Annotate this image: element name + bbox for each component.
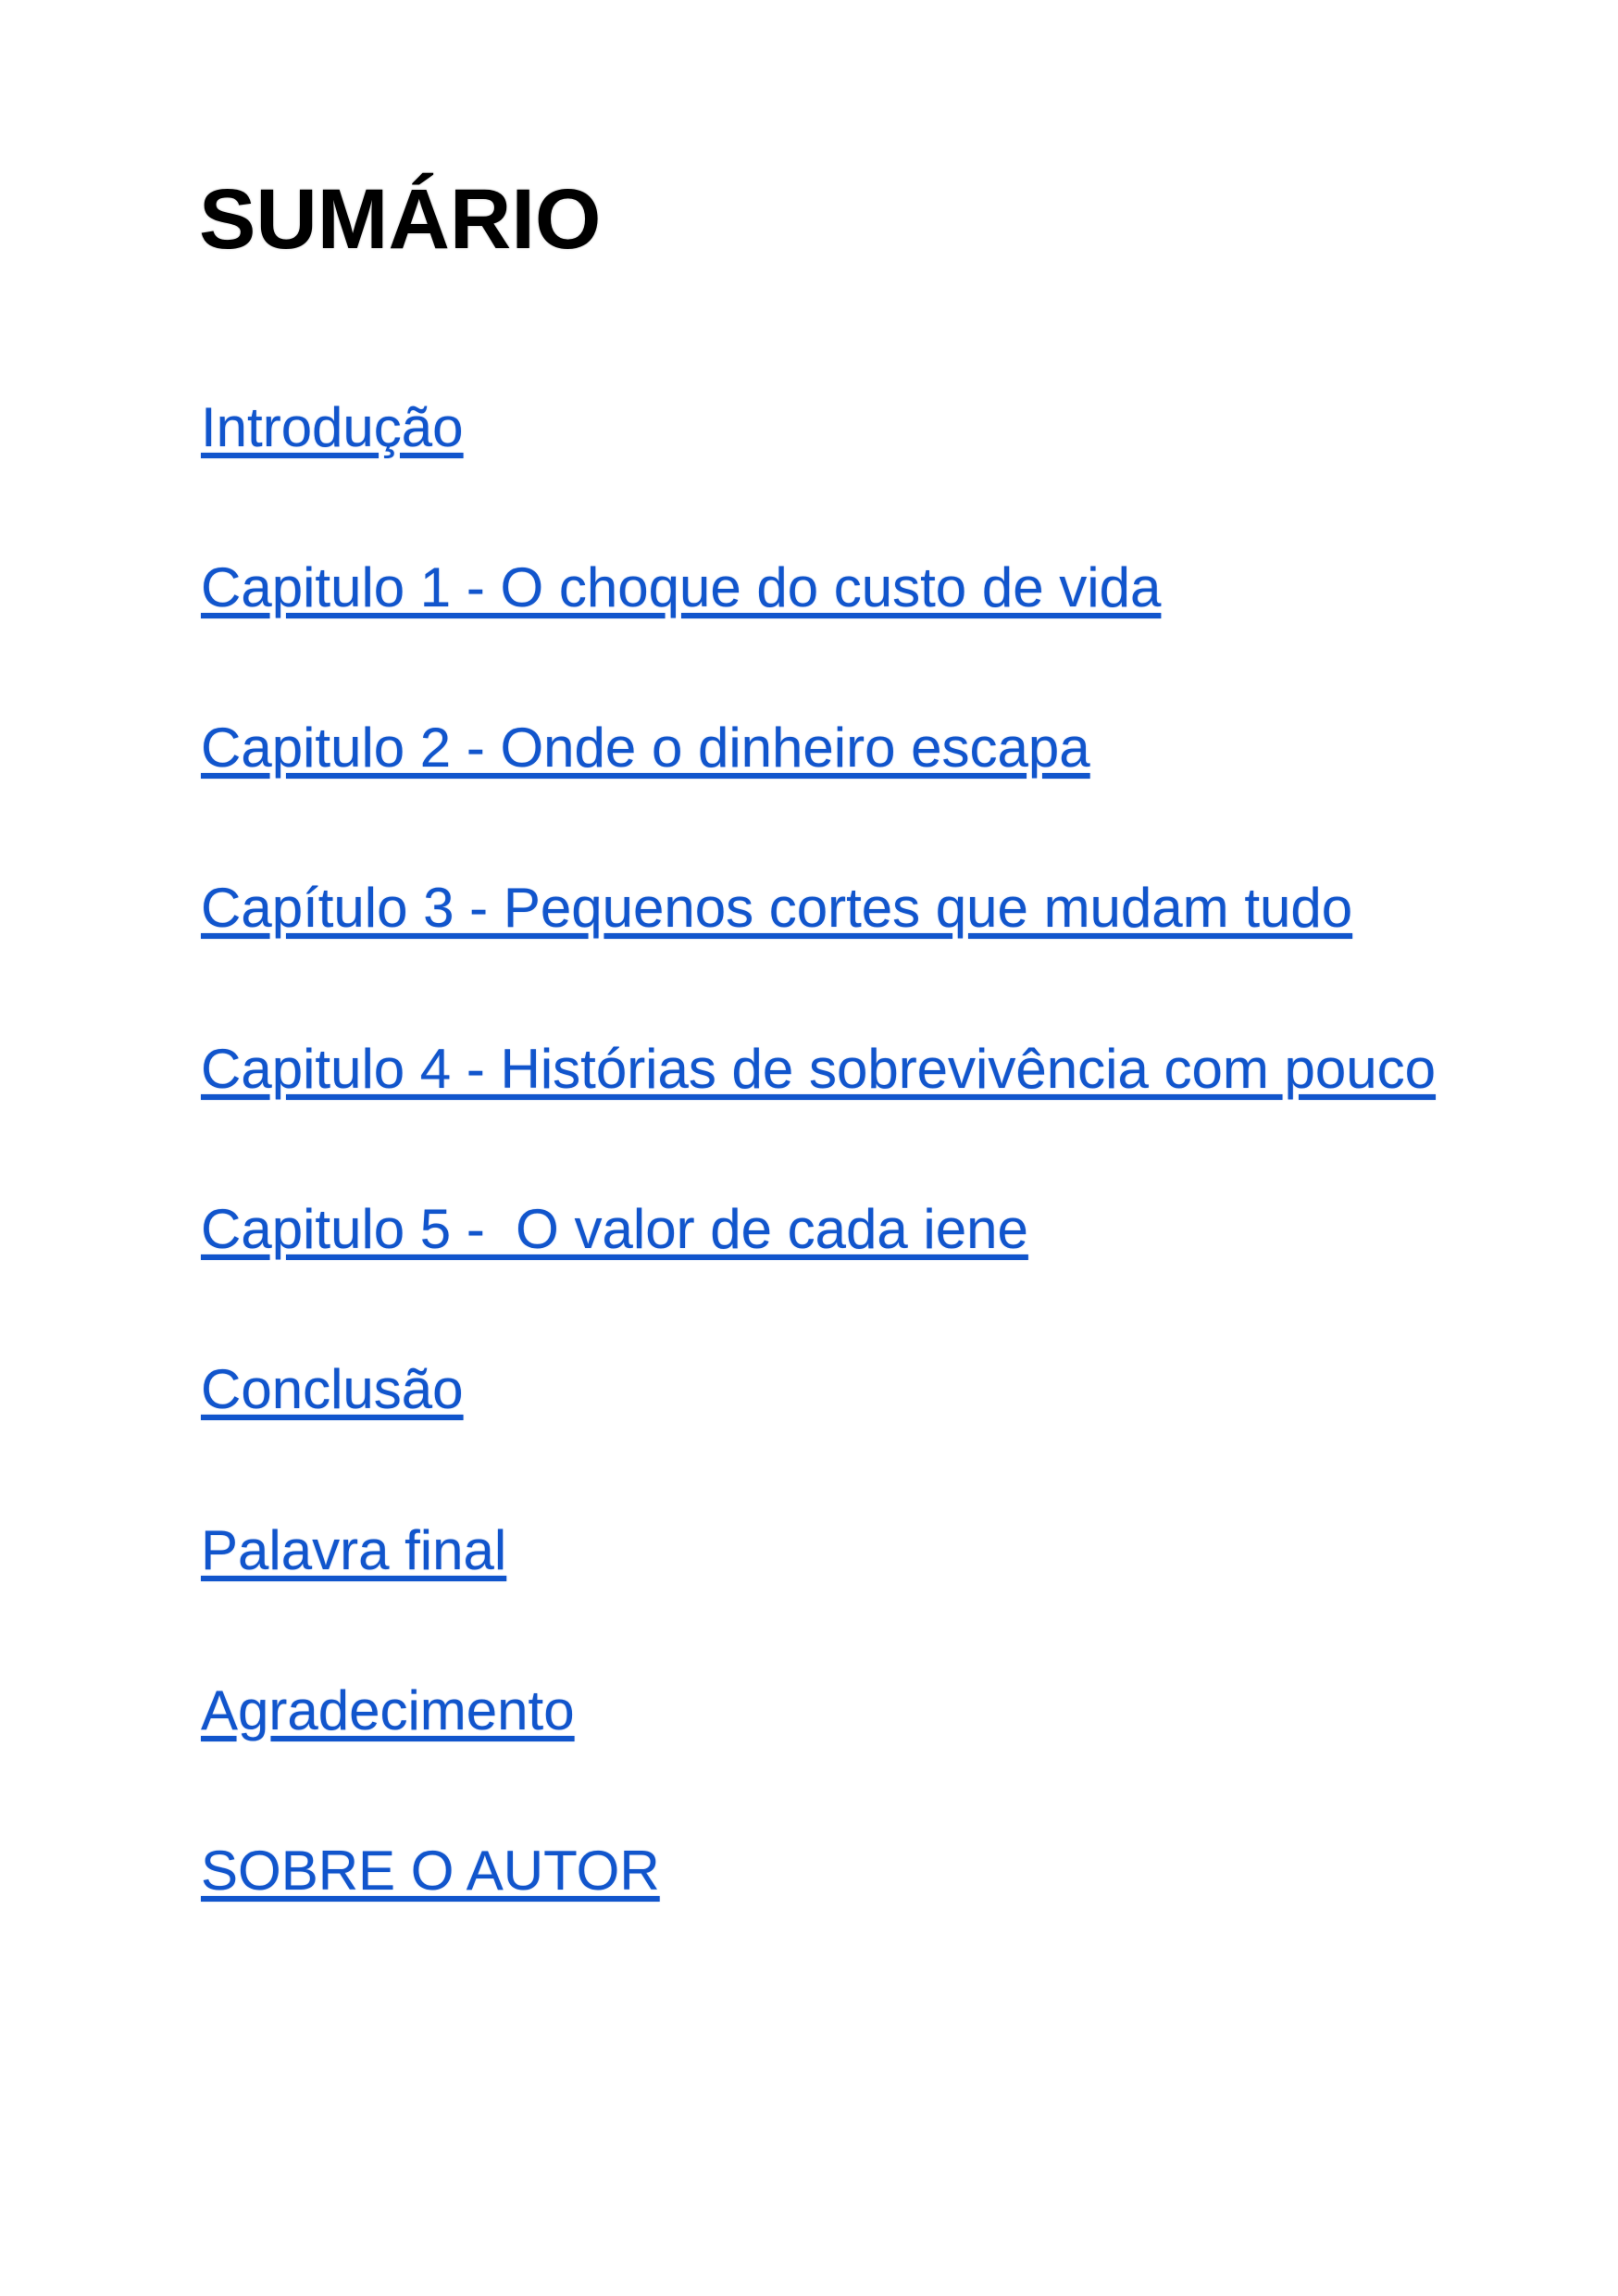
toc-link-capitulo-3[interactable]: Capítulo 3 - Pequenos cortes que mudam tudo	[201, 877, 1353, 939]
toc-link-capitulo-1[interactable]: Capitulo 1 - O choque do custo de vida	[201, 556, 1162, 618]
toc-link-introducao[interactable]: Introdução	[201, 396, 464, 458]
page-title: SUMÁRIO	[199, 172, 602, 267]
toc-link-conclusao[interactable]: Conclusão	[201, 1358, 464, 1420]
toc-link-agradecimento[interactable]: Agradecimento	[201, 1679, 575, 1741]
toc-link-sobre-o-autor[interactable]: SOBRE O AUTOR	[201, 1840, 660, 1902]
toc-link-capitulo-4[interactable]: Capitulo 4 - Histórias de sobrevivência com pouco	[201, 1038, 1436, 1100]
toc-link-palavra-final[interactable]: Palavra final	[201, 1519, 507, 1581]
toc-link-capitulo-5[interactable]: Capitulo 5 - O valor de cada iene	[201, 1198, 1028, 1260]
toc-link-capitulo-2[interactable]: Capitulo 2 - Onde o dinheiro escapa	[201, 717, 1090, 779]
